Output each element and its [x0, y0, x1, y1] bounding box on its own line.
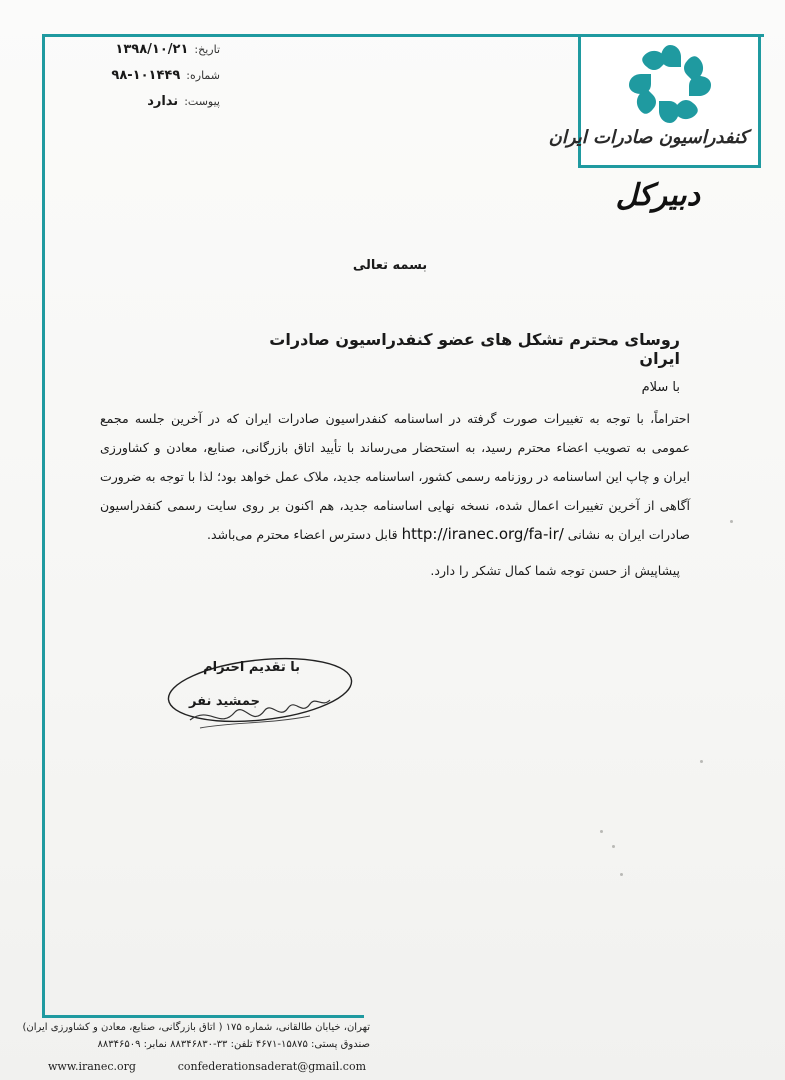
body-paragraph: [100, 404, 690, 549]
recipient-line: روسای محترم تشکل های عضو کنفدراسیون صادرات ایران: [269, 330, 680, 368]
website-link[interactable]: http://iranec.org/fa-ir/: [401, 525, 564, 543]
frame-left-border: [42, 34, 45, 1018]
letter-body: [100, 404, 690, 549]
closing-line: پیشاپیش از حسن توجه شما کمال تشکر را دارد.: [430, 563, 680, 578]
meta-attachment-row: [80, 94, 220, 120]
organization-logo: [548, 34, 761, 168]
meta-date-row: [80, 42, 220, 68]
footer-email[interactable]: confederationsaderat@gmail.com: [177, 1060, 366, 1073]
greeting: با سلام: [641, 380, 680, 395]
footer-links: [48, 1060, 366, 1073]
footer-address-block: [22, 1022, 370, 1056]
meta-date-label: تاریخ:: [194, 43, 220, 56]
meta-number-label: شماره:: [186, 69, 220, 82]
footer-contact: صندوق پستی: ۱۵۸۷۵-۴۶۷۱ تلفن: ۳۳-۸۸۳۴۶۸۳۰ نمابر: ۸۸۳۴۶۵۰۹: [97, 1039, 370, 1050]
meta-number-value: ۹۸-۱۰۱۴۴۹: [111, 68, 181, 83]
body-text-part2: قابل دسترس اعضاء محترم می‌باشد.: [207, 527, 398, 542]
logo-emblem-icon: [625, 43, 715, 125]
frame-bottom-border: [42, 1015, 364, 1018]
signer-name: جمشید نفر: [189, 694, 260, 709]
meta-date-value: ۱۳۹۸/۱۰/۲۱: [115, 42, 189, 57]
department-title: دبیرکل: [615, 178, 700, 213]
body-text-part1: احتراماً، با توجه به تغییرات صورت گرفته در اساسنامه کنفدراسیون صادرات ایران که در آخرین جلسه مجمع عمومی به تصویب اعضاء محترم رسید، به استحضار می‌رساند با تأیید اتاق بازرگانی، صنایع، معادن و کشاورزی ایران و چاپ این اساسنامه در روزنامه رسمی کشور، اساسنامه جدید، ملاک عمل خواهد بود؛ لذا با توجه به ضرورت آگاهی از آخرین تغییرات اعمال شده، نسخه نهایی اساسنامه جدید، هم اکنون بر روی سایت رسمی کنفدراسیون صادرات ایران به نشانی: [100, 411, 690, 542]
footer-address: تهران، خیابان طالقانی، شماره ۱۷۵ ( اتاق بازرگانی، صنایع، معادن و کشاورزی ایران): [22, 1022, 370, 1033]
letter-meta: [80, 42, 220, 120]
regards-line: با تقدیم احترام: [203, 660, 300, 675]
meta-attachment-label: پیوست:: [184, 95, 220, 108]
meta-number-row: [80, 68, 220, 94]
logo-org-name: کنفدراسیون صادرات ایران: [548, 127, 748, 148]
bismillah-heading: بسمه تعالی: [352, 258, 428, 273]
meta-attachment-value: ندارد: [147, 94, 179, 109]
footer-website[interactable]: www.iranec.org: [48, 1060, 136, 1073]
